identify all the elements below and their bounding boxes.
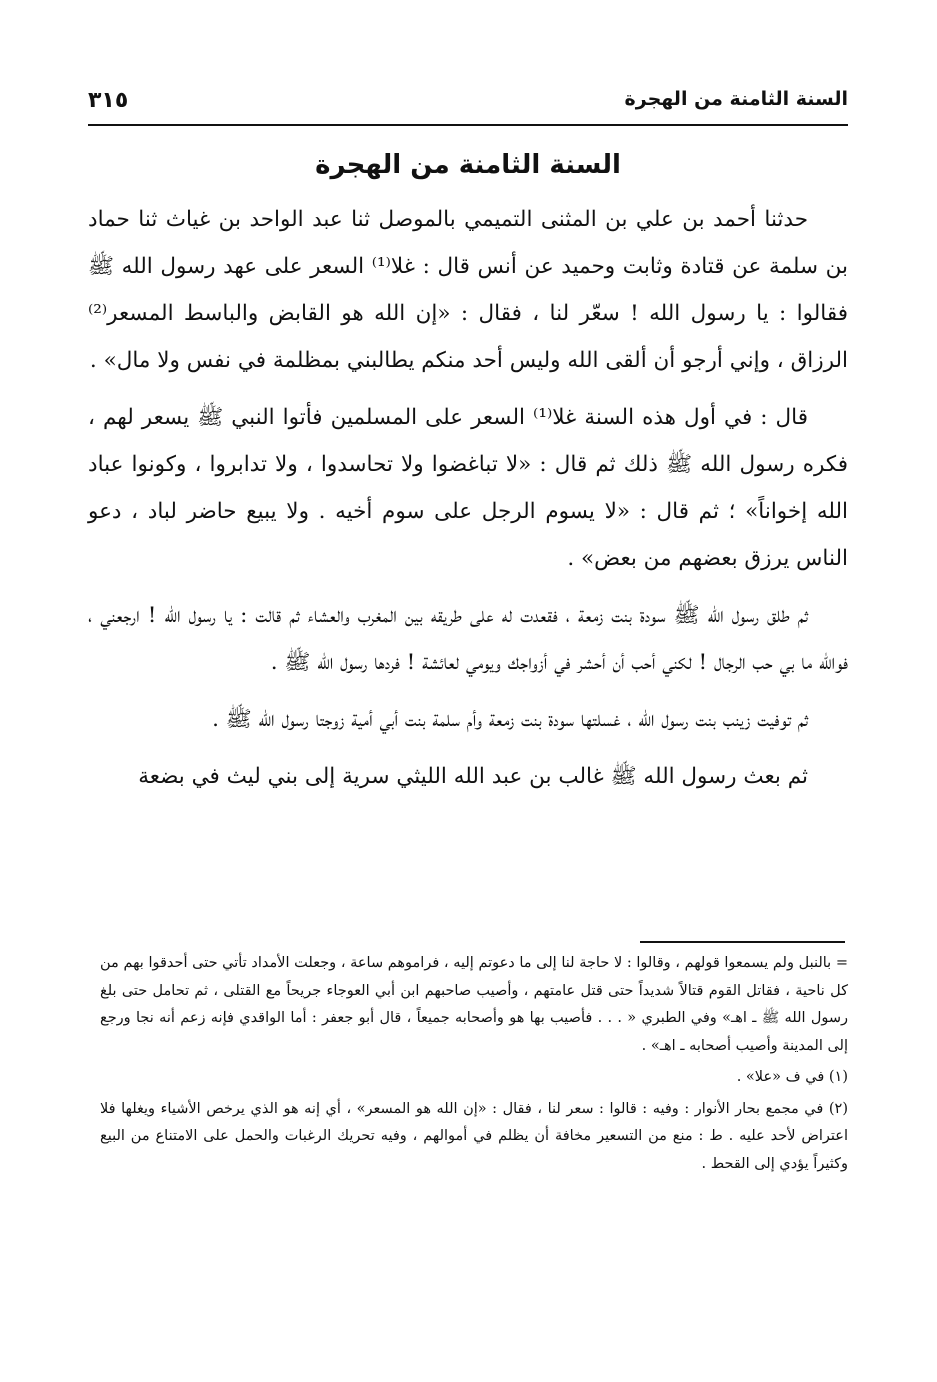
page-header (88, 80, 848, 122)
footnote: (١) في ف «علا» . (736, 1069, 848, 1085)
footnote: (٢) في مجمع بحار الأنوار : وفيه : قالوا : سعر لنا ، فقال : «إن الله هو المسعر» ، أي إنه هو الذي يرخص الأشياء ويغلها فلا اعتراض لأحد عليه . ط : منع من التسعير مخافة أن يظلم في أموالهم ، وفيه تحريك الرغبات والحمل على الامتناع من البيع وكثيراً يؤدي إلى القحط . (100, 1100, 848, 1172)
footnote: = بالنبل ولم يسمعوا قولهم ، وقالوا : لا حاجة لنا إلى ما دعوتم إليه ، فراموهم ساعة ، وجعلت الأمداد تأتي حتى أحدقوا بهم من كل ناحية ، فقاتل القوم قتالاً شديداً حتى قتل عامتهم ، وأصيب صاحبهم ابن أبي العوجاء جريحاً مع القتلى ، ثم تحامل حتى بلغ رسول الله ﷺ ـ اهـ» وفي الطبري « . . . فأصيب بها هو وأصحابه جميعاً ، قال أبو جعفر : أما الواقدي فإنه زعم أنه نجا ورجع إلى المدينة وأصيب أصحابه ـ اهـ» . (100, 955, 848, 1054)
paragraph: ثم توفيت زينب بنت رسول الله ، غسلتها سودة بنت زمعة وأم سلمة بنت أبي أمية زوجتا رسول الله ﷺ . (212, 707, 808, 732)
section-title: السنة الثامنة من الهجرة (315, 150, 621, 180)
footnote-rule (640, 941, 845, 943)
paragraph: قال : في أول هذه السنة غلا⁽¹⁾ السعر على المسلمين فأتوا النبي ﷺ يسعر لهم ، فكره رسول الله ﷺ ذلك ثم قال : «لا تباغضوا ولا تحاسدوا ، ولا تدابروا ، وكونوا عباد الله إخواناً» ؛ ثم قال : «لا يسوم الرجل على سوم أخيه . ولا يبيع حاضر لباد ، دعو الناس يرزق بعضهم من بعض» . (88, 405, 848, 571)
running-title: السنة الثامنة من الهجرة (624, 88, 848, 110)
body-text (88, 196, 848, 810)
header-rule (88, 124, 848, 126)
paragraph: حدثنا أحمد بن علي بن المثنى التميمي بالموصل ثنا عبد الواحد بن غياث ثنا حماد بن سلمة عن قتادة وثابت وحميد عن أنس قال : غلا⁽¹⁾ السعر على عهد رسول الله ﷺ فقالوا : يا رسول الله ! سعّر لنا ، فقال : «إن الله هو القابض والباسط المسعر⁽²⁾ الرزاق ، وإني أرجو أن ألقى الله وليس أحد منكم يطالبني بمظلمة في نفس ولا مال» . (88, 207, 848, 373)
page-number: ٣١٥ (88, 88, 129, 113)
paragraph: ثم بعث رسول الله ﷺ غالب بن عبد الله الليثي سرية إلى بني ليث في بضعة (138, 764, 808, 789)
footnotes (100, 950, 848, 1182)
paragraph: ثم طلق رسول الله ﷺ سودة بنت زمعة ، فقعدت له على طريقه بين المغرب والعشاء ثم قالت : يا رسول الله ! ارجعني ، فوالله ما بي حب الرجال ! لكني أحب أن أحشر في أزواجك ويومي لعائشة ! فردها رسول الله ﷺ . (88, 603, 848, 675)
